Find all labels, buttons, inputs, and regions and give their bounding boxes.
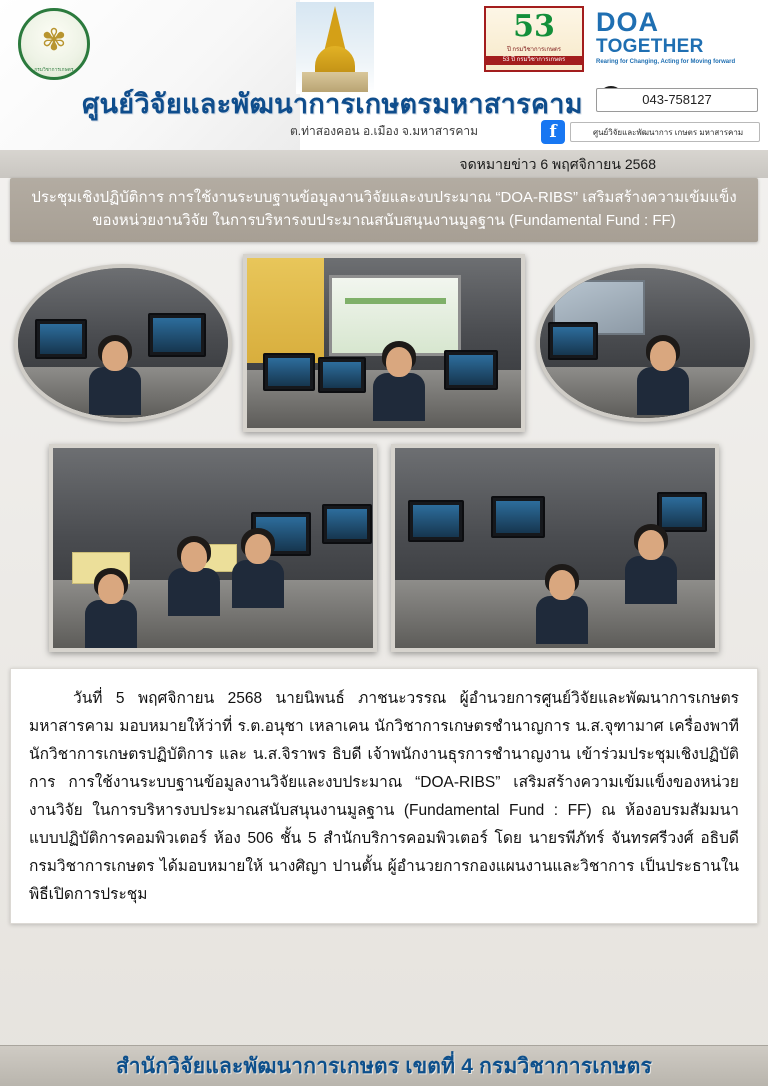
scene-monitor — [657, 492, 707, 532]
department-emblem-icon — [18, 8, 90, 80]
scene-person-head — [102, 341, 128, 371]
scene-person-head — [386, 347, 412, 377]
scene-person — [85, 574, 137, 648]
facebook-icon[interactable]: f — [541, 120, 565, 144]
scene-person — [637, 341, 689, 415]
collage-row-bottom — [14, 444, 754, 652]
article-paragraph: วันที่ 5 พฤศจิกายน 2568 นายนิพนธ์ ภาชนะวรรณ ผู้อำนวยการศูนย์วิจัยและพัฒนาการเกษตรมหาสารคาม มอบหมายให้ว่าที่ ร.ต.อนุชา เหลาเคน นักวิชาการเกษตรชำนาญการ น.ส.จุฑามาศ เครื่องพาที นักวิชาการเกษตรปฏิบัติการ และ น.ส.จิราพร ธิบดี เจ้าพนักงานธุรการชำนาญงาน เข้าร่วมประชุมเชิงปฏิบัติการ การใช้งานระบบฐานข้อมูลงานวิจัยและงบประมาณ “DOA-RIBS” เสริมสร้างความเข้มแข็งของหน่วยงานวิจัย ในการบริหารงบประมาณสนับสนุนงานมูลฐาน (Fundamental Fund : FF) ณ ห้องอบรมสัมมนาแบบปฏิบัติการคอมพิวเตอร์ ห้อง 506 ชั้น 5 สำนักบริการคอมพิวเตอร์ โดย นายรพีภัทร์ จันทรศรีวงศ์ อธิบดีกรมวิชาการเกษตร ได้มอบหมายให้ นางศิญา ปานตั้น ผู้อำนวยการกองแผนงานและวิชาการ เป็นประธานในพิธีเปิดการประชุม — [29, 690, 739, 903]
phone-number: 043-758127 — [596, 88, 758, 112]
doa-tagline: Rearing for Changing, Acting for Moving forward — [596, 59, 736, 65]
headline-line-1: ประชุมเชิงปฏิบัติการ การใช้งานระบบฐานข้อมูลงานวิจัยและงบประมาณ “DOA-RIBS” เสริมสร้างความเข้มแข็ง — [31, 189, 737, 206]
scene-person-head — [638, 530, 664, 560]
scene-monitor — [263, 353, 315, 391]
headline-banner — [10, 178, 758, 242]
footer-text: สำนักวิจัยและพัฒนาการเกษตร เขตที่ 4 กรมวิชาการเกษตร — [115, 1055, 653, 1078]
emblem-caption: กรมวิชาการเกษตร — [34, 67, 74, 72]
scene-person-body — [89, 367, 141, 415]
scene-person-head — [245, 534, 271, 564]
page-title: ศูนย์วิจัยและพัฒนาการเกษตรมหาสารคาม — [82, 89, 583, 119]
photo-center-presenter — [243, 254, 525, 432]
scene-monitor — [548, 322, 598, 360]
scene-person-body — [168, 568, 220, 616]
photo-group-right — [391, 444, 719, 652]
facebook-page-name[interactable]: ศูนย์วิจัยและพัฒนาการ เกษตร มหาสารคาม — [570, 122, 760, 142]
organization-address: ต.ท่าสองคอน อ.เมือง จ.มหาสารคาม — [290, 124, 478, 138]
anniversary-number: 53 — [513, 9, 555, 44]
newsletter-date: จดหมายข่าว 6 พฤศจิกายน 2568 — [459, 156, 656, 172]
scene-monitor — [35, 319, 87, 359]
scene-person-body — [85, 600, 137, 648]
scene-person — [168, 542, 220, 616]
scene-person-body — [637, 367, 689, 415]
photo-oval-left — [14, 264, 232, 422]
anniversary-band: 53 ปี กรมวิชาการเกษตร — [486, 56, 582, 65]
photo-group-right-scene — [395, 448, 715, 648]
scene-monitor — [408, 500, 464, 542]
anniversary-logo — [484, 6, 584, 72]
scene-person — [89, 341, 141, 415]
scene-monitor — [322, 504, 372, 544]
page-footer — [0, 1045, 768, 1086]
temple-photo — [296, 2, 374, 94]
photo-center-scene — [247, 258, 521, 428]
photo-group-left-scene — [53, 448, 373, 648]
scene-presenter — [373, 347, 425, 421]
headline-line-2: ของหน่วยงานวิจัย ในการบริหารงบประมาณสนับสนุนงานมูลฐาน (Fundamental Fund : FF) — [92, 212, 676, 229]
scene-person-head — [650, 341, 676, 371]
photo-group-left — [49, 444, 377, 652]
anniversary-subtitle: ปี กรมวิชาการเกษตร — [506, 47, 562, 53]
scene-person-head — [98, 574, 124, 604]
scene-person — [232, 534, 284, 608]
photo-oval-right-scene — [540, 268, 750, 418]
scene-person-body — [536, 596, 588, 644]
scene-monitor — [148, 313, 206, 357]
scene-monitor — [318, 357, 366, 393]
article-body — [10, 668, 758, 924]
doa-together-label: TOGETHER — [596, 36, 704, 57]
page-header — [0, 0, 768, 150]
scene-monitor — [444, 350, 498, 390]
scene-yellow-wall — [247, 258, 324, 363]
date-band — [0, 150, 768, 178]
scene-monitor — [491, 496, 545, 538]
scene-person-body — [625, 556, 677, 604]
scene-person-head — [549, 570, 575, 600]
scene-person-body — [232, 560, 284, 608]
doa-logo — [596, 8, 756, 67]
scene-person-body — [373, 373, 425, 421]
scene-person — [536, 570, 588, 644]
photo-collage — [0, 242, 768, 660]
scene-person — [625, 530, 677, 604]
scene-person-head — [181, 542, 207, 572]
photo-oval-left-scene — [18, 268, 228, 418]
garuda-glyph: ✾ — [41, 24, 67, 58]
photo-oval-right — [536, 264, 754, 422]
collage-row-top — [14, 254, 754, 432]
doa-label: DOA — [596, 7, 659, 37]
